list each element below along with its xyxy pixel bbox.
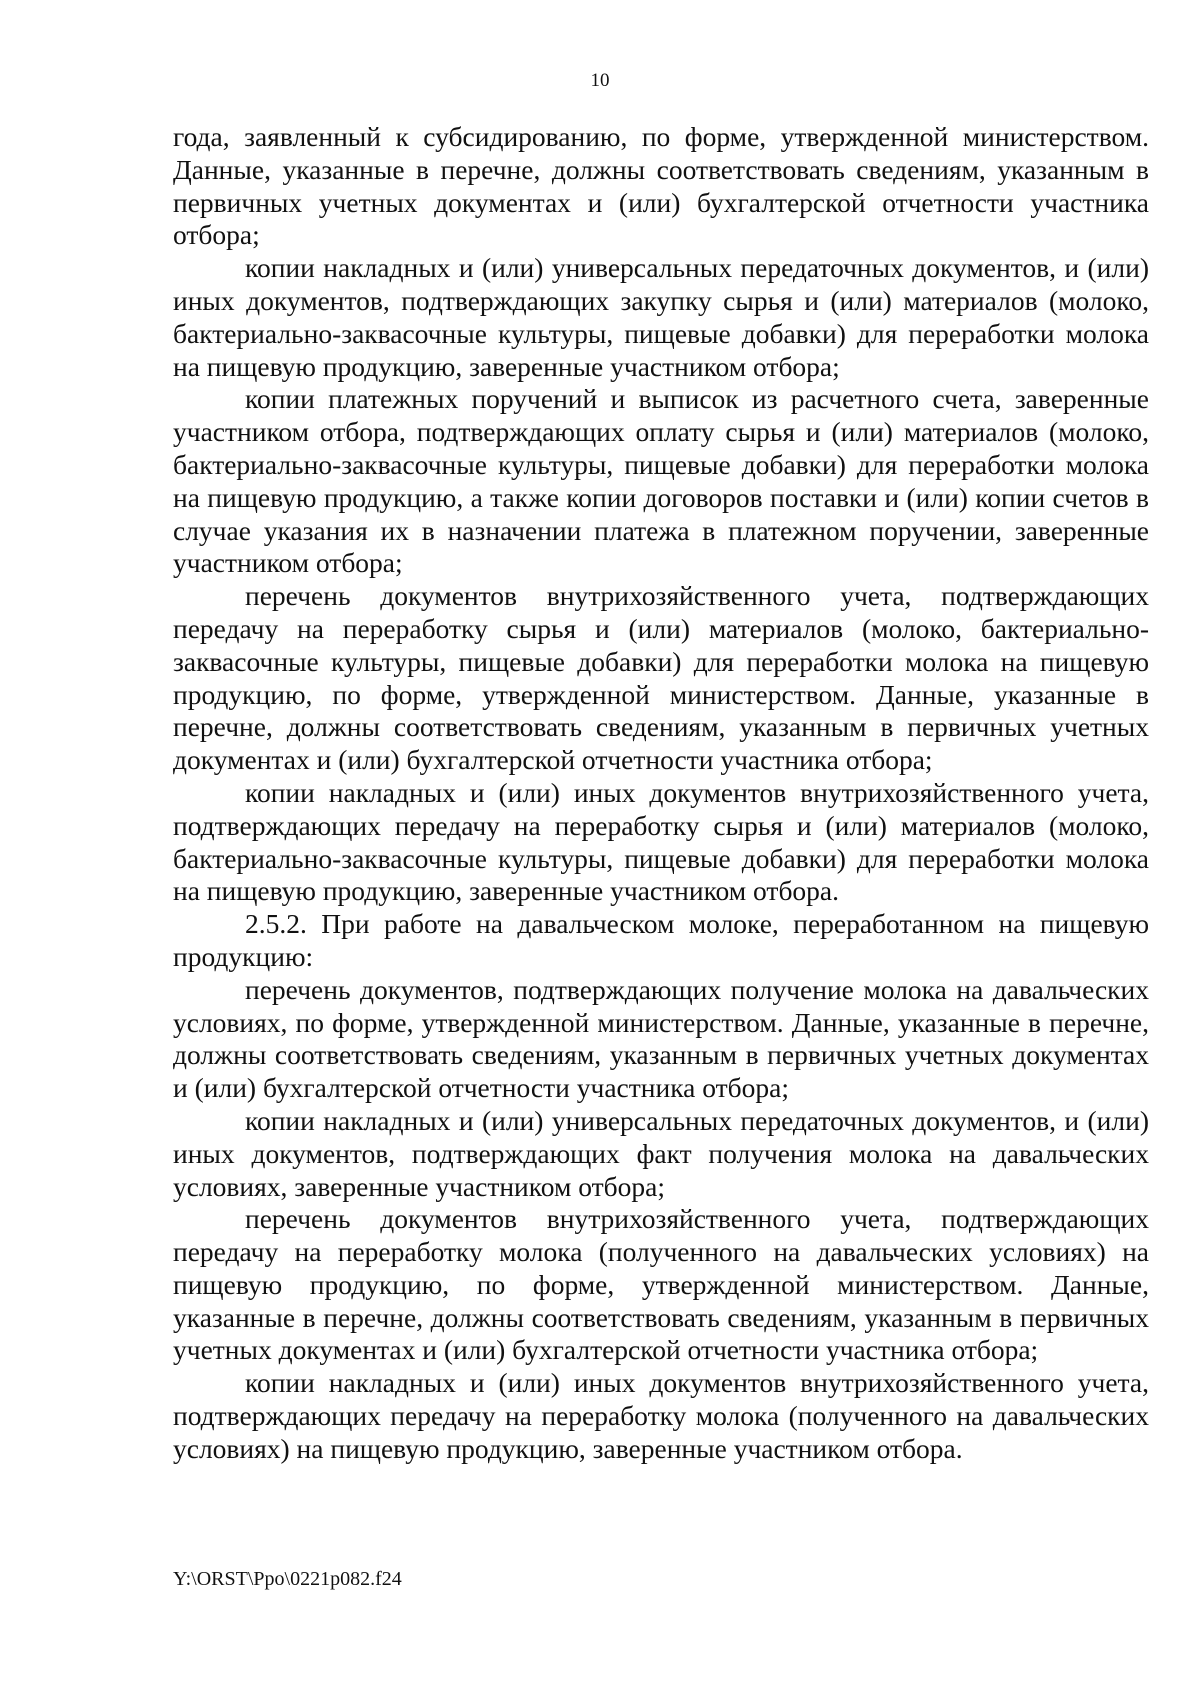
paragraph-purchase-invoices: копии накладных и (или) универсальных передаточных документов, и (или) иных документов, подтверждающих закупку сырья и (или) материалов (молоко, бактериально-заквасочные культуры, пищевые добавки) для переработки молока на пищевую продукцию, заверенные участником отбора; xyxy=(173,252,1149,382)
paragraph-tolling-transfer-invoices: копии накладных и (или) иных документов внутрихозяйственного учета, подтверждающих передачу на переработку молока (полученного на давальческих условиях) на пищевую продукцию, заверенные участником отбора. xyxy=(173,1367,1149,1464)
paragraph-tolling-receipt-list: перечень документов, подтверждающих получение молока на давальческих условиях, по форме, утвержденной министерством. Данные, указанные в перечне, должны соответствовать сведениям, указанным в первичных учетных документах и (или) бухгалтерской отчетности участника отбора; xyxy=(173,973,1149,1104)
footer-file-path: Y:\ORST\Ppo\0221p082.f24 xyxy=(173,1568,402,1590)
section-heading-2-5-2: 2.5.2. При работе на давальческом молоке, переработанном на пищевую продукцию: xyxy=(173,908,1149,972)
paragraph-tolling-receipt-invoices: копии накладных и (или) универсальных передаточных документов, и (или) иных документов, подтверждающих факт получения молока на давальческих условиях, заверенные участником отбора; xyxy=(173,1104,1149,1202)
document-body xyxy=(173,121,1149,1466)
paragraph-tolling-transfer-list: перечень документов внутрихозяйственного учета, подтверждающих передачу на переработку молока (полученного на давальческих условиях) на пищевую продукцию, по форме, утвержденной министерством. Данные, указанные в перечне, должны соответствовать сведениям, указанным в первичных учетных документах и (или) бухгалтерской отчетности участника отбора; xyxy=(173,1203,1149,1366)
paragraph-internal-accounting-list: перечень документов внутрихозяйственного учета, подтверждающих передачу на переработку сырья и (или) материалов (молоко, бактериально-заквасочные культуры, пищевые добавки) для переработки молока на пищевую продукцию, по форме, утвержденной министерством. Данные, указанные в перечне, должны соответствовать сведениям, указанным в первичных учетных документах и (или) бухгалтерской отчетности участника отбора; xyxy=(173,580,1149,776)
paragraph-internal-accounting-invoices: копии накладных и (или) иных документов внутрихозяйственного учета, подтверждающих передачу на переработку сырья и (или) материалов (молоко, бактериально-заквасочные культуры, пищевые добавки) для переработки молока на пищевую продукцию, заверенные участником отбора. xyxy=(173,776,1149,907)
paragraph-payment-orders: копии платежных поручений и выписок из расчетного счета, заверенные участником отбора, подтверждающих оплату сырья и (или) материалов (молоко, бактериально-заквасочные культуры, пищевые добавки) для переработки молока на пищевую продукцию, а также копии договоров поставки и (или) копии счетов в случае указания их в назначении платежа в платежном поручении, заверенные участником отбора; xyxy=(173,383,1149,579)
page-number: 10 xyxy=(590,70,610,91)
paragraph-continuation: года, заявленный к субсидированию, по форме, утвержденной министерством. Данные, указанные в перечне, должны соответствовать сведениям, указанным в первичных учетных документах и (или) бухгалтерской отчетности участника отбора; xyxy=(173,121,1149,251)
